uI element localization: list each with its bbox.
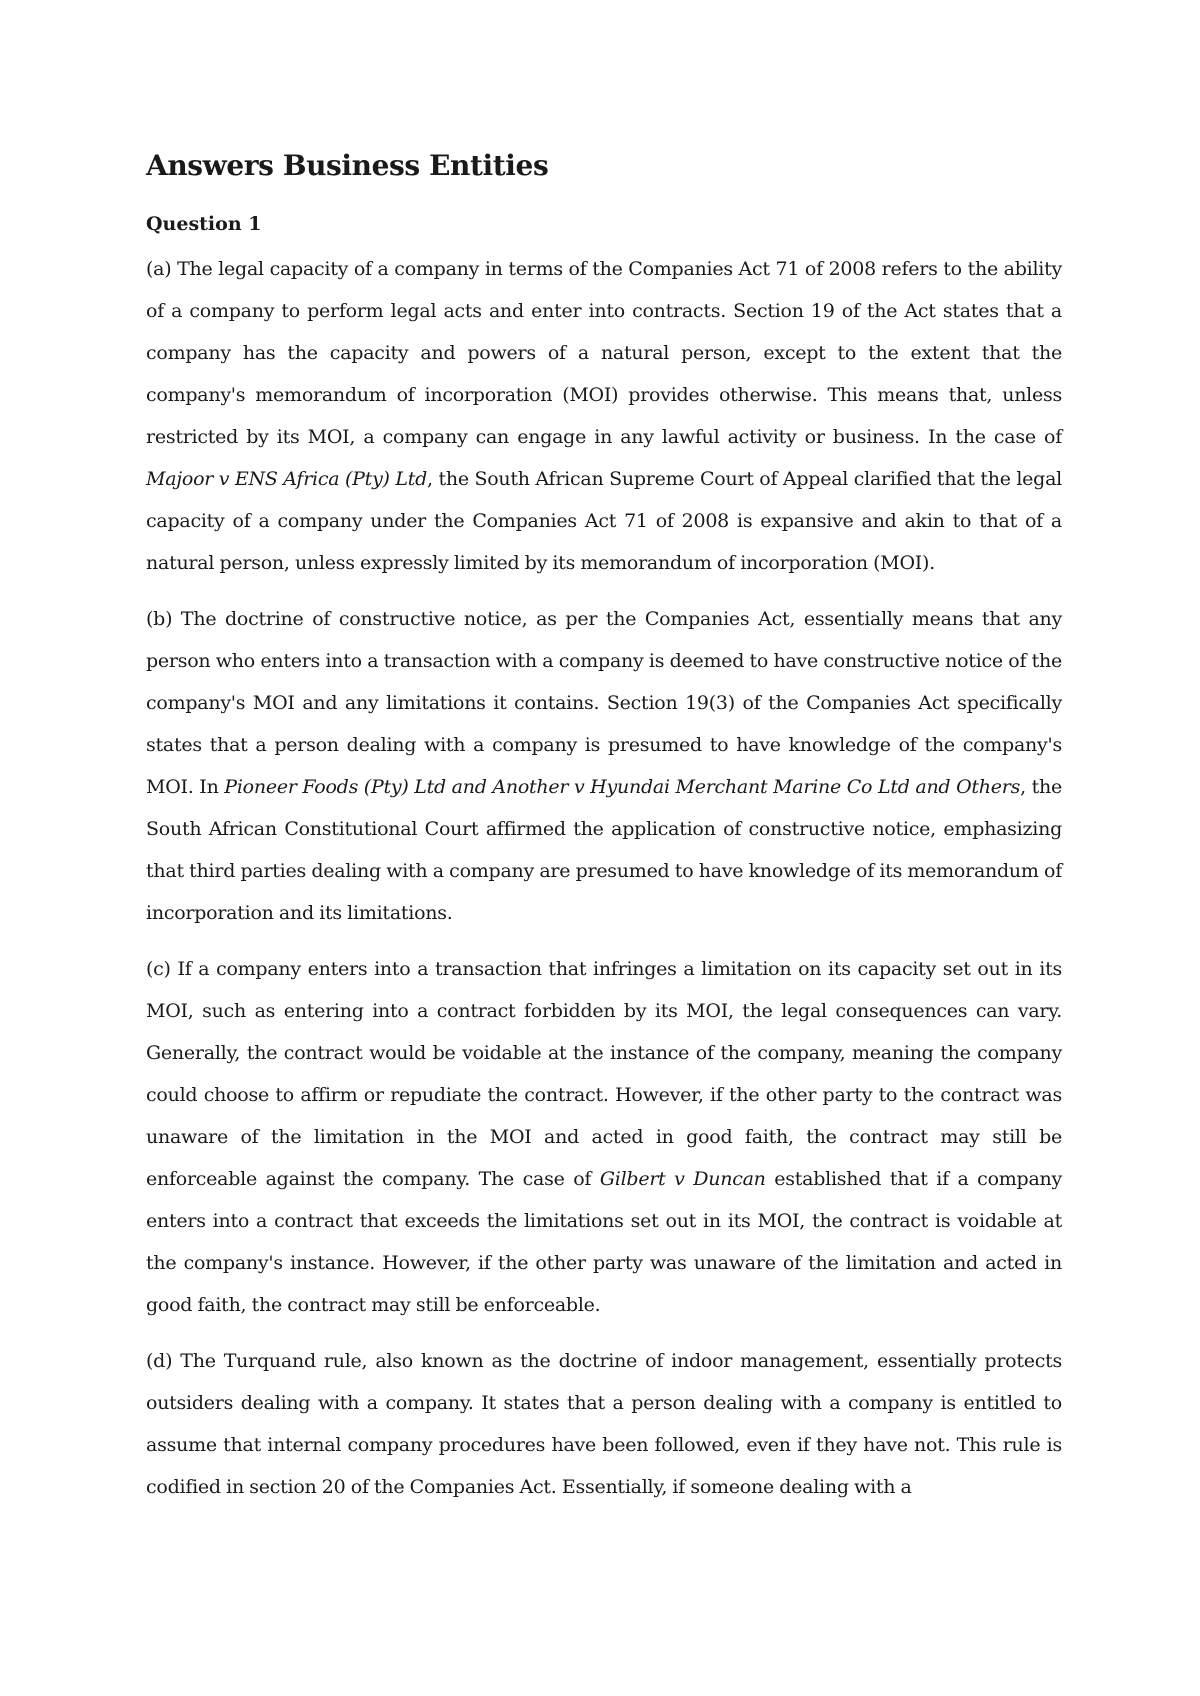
document-page [146,140,1062,1522]
paragraph-a-text-1: (a) The legal capacity of a company in terms of the Companies Act 71 of 2008 refers to the ability of a company to perform legal acts and enter into contracts. Section 19 of the Act states that a company has the capacity and powers of a natural person, except to the extent that the company's memorandum of incorporation (MOI) provides otherwise. This means that, unless restricted by its MOI, a company can engage in any lawful activity or business. In the case of [146,258,1062,448]
paragraph-d-text-1: (d) The Turquand rule, also known as the doctrine of indoor management, essentially protects outsiders dealing with a company. It states that a person dealing with a company is entitled to assume that internal company procedures have been followed, even if they have not. This rule is codified in section 20 of the Companies Act. Essentially, if someone dealing with a [146,1350,1062,1498]
paragraph-c [146,948,1062,1326]
paragraph-c-text-2: established that if a company enters into a contract that exceeds the limitations set out in its MOI, the contract is voidable at the company's instance. However, if the other party was unaware of the limitation and acted in good faith, the contract may still be enforceable. [146,1168,1062,1316]
case-citation-gilbert: Gilbert v Duncan [599,1168,766,1190]
paragraph-c-text-1: (c) If a company enters into a transaction that infringes a limitation on its capacity set out in its MOI, such as entering into a contract forbidden by its MOI, the legal consequences can vary. Generally, the contract would be voidable at the instance of the company, meaning the company could choose to affirm or repudiate the contract. However, if the other party to the contract was unaware of the limitation in the MOI and acted in good faith, the contract may still be enforceable against the company. The case of [146,958,1062,1190]
paragraph-d [146,1340,1062,1508]
case-citation-pioneer-foods: Pioneer Foods (Pty) Ltd and Another v Hyundai Merchant Marine Co Ltd and Others [224,776,1021,798]
paragraph-b [146,598,1062,934]
document-title: Answers Business Entities [146,149,549,182]
paragraph-b-text-1: (b) The doctrine of constructive notice, as per the Companies Act, essentially means that any person who enters into a transaction with a company is deemed to have constructive notice of the company's MOI and any limitations it contains. Section 19(3) of the Companies Act specifically states that a person dealing with a company is presumed to have knowledge of the company's MOI. In [146,608,1062,798]
case-citation-majoor: Majoor v ENS Africa (Pty) Ltd [146,468,428,490]
question-heading: Question 1 [146,213,262,235]
paragraph-a [146,248,1062,584]
paragraph-a-text-2: , the South African Supreme Court of Appeal clarified that the legal capacity of a company under the Companies Act 71 of 2008 is expansive and akin to that of a natural person, unless expressly limited by its memorandum of incorporation (MOI). [146,468,1062,574]
paragraph-b-text-2: , the South African Constitutional Court affirmed the application of constructive notice, emphasizing that third parties dealing with a company are presumed to have knowledge of its memorandum of incorporation and its limitations. [146,776,1062,924]
